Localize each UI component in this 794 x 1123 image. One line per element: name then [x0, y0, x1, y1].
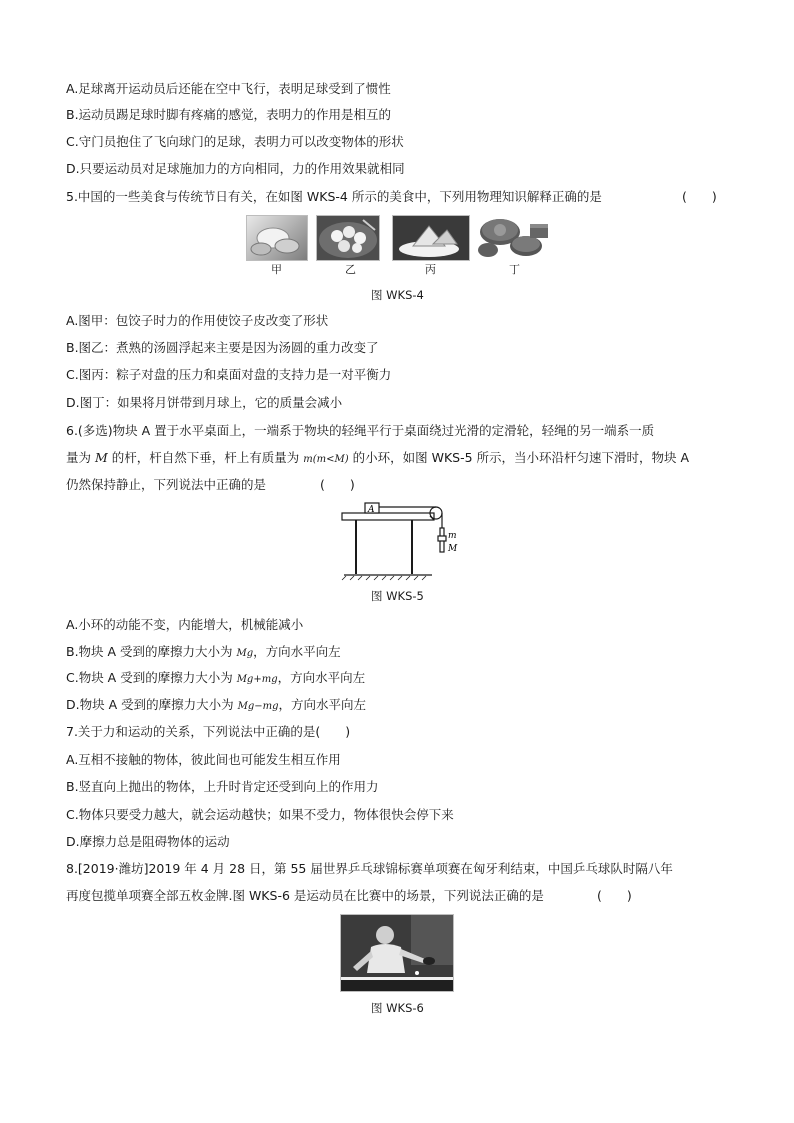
q6-option-c: C.物块 A 受到的摩擦力大小为 Mg+mg，方向水平向左 — [66, 670, 366, 685]
q5-option-c: C.图丙：粽子对盘的压力和桌面对盘的支持力是一对平衡力 — [66, 367, 392, 382]
zongzi-photo — [392, 215, 470, 261]
q6-option-b: B.物块 A 受到的摩擦力大小为 Mg，方向水平向左 — [66, 644, 341, 659]
q4-option-d: D.只要运动员对足球施加力的方向相同，力的作用效果就相同 — [66, 161, 405, 176]
q7-option-b: B.竖直向上抛出的物体，上升时肯定还受到向上的作用力 — [66, 779, 379, 794]
ring-m-label: m — [448, 531, 457, 541]
tabletop — [342, 513, 434, 520]
q8-answer-bracket: ( ) — [597, 888, 632, 903]
q6-answer-bracket: ( ) — [320, 477, 355, 492]
figure-caption-wks5: 图 WKS-5 — [371, 589, 424, 603]
q8-stem-line2: 再度包揽单项赛全部五枚金牌.图 WKS-6 是运动员在比赛中的场景，下列说法正确的是 — [66, 888, 544, 903]
q5-answer-bracket: ( ) — [682, 189, 717, 204]
figure-caption-wks6: 图 WKS-6 — [371, 1001, 424, 1015]
zongzi-plate-image — [393, 216, 469, 260]
mooncake-image — [474, 212, 554, 262]
q4-option-a: A.足球离开运动员后还能在空中飞行，表明足球受到了惯性 — [66, 81, 391, 96]
table-tennis-photo — [340, 914, 454, 992]
q7-option-a: A.互相不接触的物体，彼此间也可能发生相互作用 — [66, 752, 341, 767]
dumpling-hands-image — [247, 216, 307, 260]
fig-label-bing: 丙 — [425, 263, 436, 276]
q6-option-a: A.小环的动能不变，内能增大，机械能减小 — [66, 617, 304, 632]
q6-option-d: D.物块 A 受到的摩擦力大小为 Mg−mg，方向水平向左 — [66, 697, 366, 712]
tangyuan-photo — [316, 215, 380, 261]
q5-option-b: B.图乙：煮熟的汤圆浮起来主要是因为汤圆的重力改变了 — [66, 340, 379, 355]
q5-option-d: D.图丁：如果将月饼带到月球上，它的质量会减小 — [66, 395, 343, 410]
q7-option-c: C.物体只要受力越大，就会运动越快；如果不受力，物体很快会停下来 — [66, 807, 454, 822]
fig-label-yi: 乙 — [345, 263, 356, 276]
q8-stem-line1: 8.[2019·潍坊]2019 年 4 月 28 日，第 55 届世界乒乓球锦标赛单项赛在匈牙利结束，中国乒乓球队时隔八年 — [66, 861, 673, 876]
dumpling-photo — [246, 215, 308, 261]
q5-option-a: A.图甲：包饺子时力的作用使饺子皮改变了形状 — [66, 313, 329, 328]
table-tennis-player-image — [341, 915, 453, 991]
block-a-label: A — [368, 505, 375, 515]
rod-m-label: M — [448, 544, 458, 554]
q6-stem-line1: 6.(多选)物块 A 置于水平桌面上，一端系于物块的轻绳平行于桌面绕过光滑的定滑轮，轻绳的另一端系一质 — [66, 423, 655, 438]
q6-stem-line2: 量为 M 的杆，杆自然下垂，杆上有质量为 m(m<M) 的小环，如图 WKS-5 所示，当小环沿杆匀速下滑时，物块 A — [66, 450, 690, 465]
q5-stem: 5.中国的一些美食与传统节日有关，在如图 WKS-4 所示的美食中，下列用物理知识解释正确的是 — [66, 189, 602, 204]
q4-option-b: B.运动员踢足球时脚有疼痛的感觉，表明力的作用是相互的 — [66, 107, 392, 122]
ring-m — [438, 536, 446, 541]
tangyuan-bowl-image — [317, 216, 379, 260]
q7-stem: 7.关于力和运动的关系，下列说法中正确的是( ) — [66, 724, 351, 739]
q4-option-c: C.守门员抱住了飞向球门的足球，表明力可以改变物体的形状 — [66, 134, 404, 149]
mooncake-photo — [474, 212, 554, 262]
fig-label-ding: 丁 — [509, 263, 520, 276]
q6-stem-line3: 仍然保持静止，下列说法中正确的是 — [66, 477, 267, 492]
q7-option-d: D.摩擦力总是阻碍物体的运动 — [66, 834, 230, 849]
table-pulley-diagram — [338, 498, 468, 582]
figure-caption-wks4: 图 WKS-4 — [371, 288, 424, 302]
fig-label-jia: 甲 — [271, 263, 282, 276]
